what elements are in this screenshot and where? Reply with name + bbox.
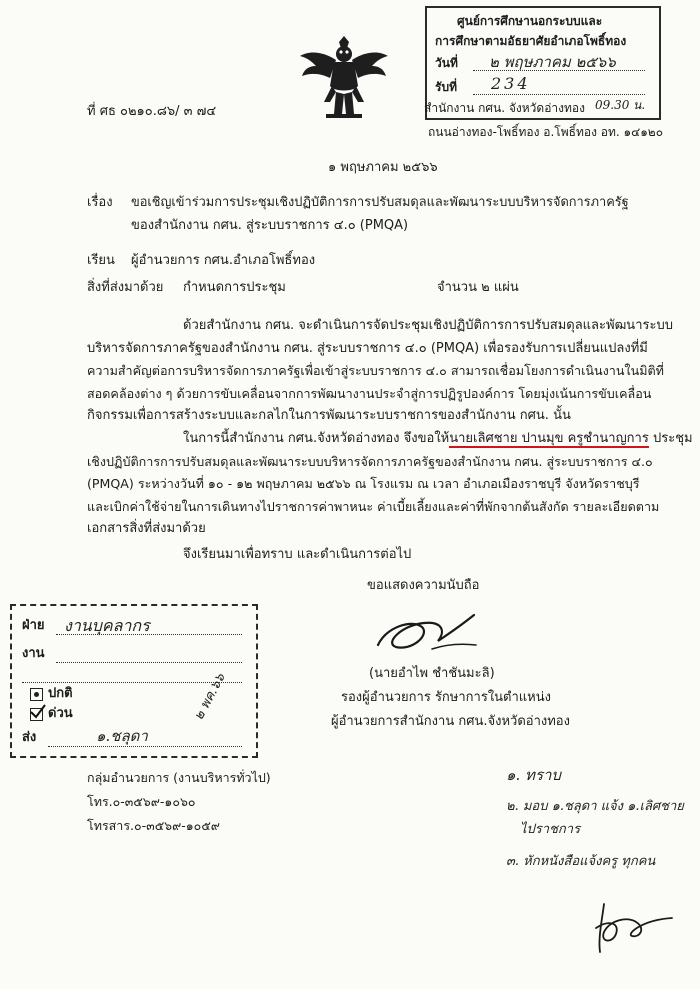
routing-send-label: ส่ง [22, 730, 37, 745]
handwritten-note-2b: ไปราชการ [520, 822, 581, 837]
attachment-count: จำนวน ๒ แผ่น [437, 280, 519, 295]
footer-department: กลุ่มอำนวยการ (งานบริหารทั่วไป) [87, 770, 271, 785]
p2-line-4: และเบิกค่าใช้จ่ายในการเดินทางไปราชการค่าพาหนะ ค่าเบี้ยเลี้ยงและค่าที่พักจากต้นสังกัด รายละเอียดตาม [87, 498, 660, 514]
handwritten-note-1: ๑. ทราบ [506, 766, 561, 784]
urgent-checkbox[interactable] [30, 708, 43, 721]
to-value: ผู้อำนวยการ กศน.อำเภอโพธิ์ทอง [131, 253, 316, 268]
closing-regards: ขอแสดงความนับถือ [367, 578, 480, 593]
p1-line-3: ความสำคัญต่อการบริหารจัดการภาครัฐเพื่อเข้าสู่ระบบราชการ ๔.๐ สามารถเชื่อมโยงการดำเนินงานในมิติที่ [87, 363, 664, 378]
receipt-stamp-line1: ศูนย์การศึกษานอกระบบและ [457, 14, 603, 28]
nominee-underlined: นายเลิศชาย ปานมุข ครูชำนาญการ [449, 431, 649, 446]
body-paragraph-2 [87, 428, 693, 541]
receipt-number-label: รับที่ [435, 80, 457, 94]
routing-section-label: ฝ่าย [22, 618, 45, 633]
normal-label: ปกติ [48, 686, 73, 701]
p1-line-4: สอดคล้องต่าง ๆ ด้วยการขับเคลื่อนจากการพัฒนางานประจำสู่การปฏิรูปองค์การ โดยมุ่งเน้นการขับเคลื่อน [87, 385, 652, 401]
p1-line-2: บริหารจัดการภาครัฐของสำนักงาน กศน. สู่ระบบราชการ ๔.๐ (PMQA) เพื่อรองรับการเปลี่ยนแปลงที่มี [87, 340, 648, 356]
director-signature [372, 605, 482, 661]
routing-send-value: ๑.ชลุดา [96, 727, 148, 745]
urgent-label: ด่วน [48, 706, 73, 721]
attachment-label: สิ่งที่ส่งมาด้วย [87, 280, 164, 295]
office-name: สำนักงาน กศน. จังหวัดอ่างทอง [424, 101, 585, 115]
body-paragraph-1 [87, 315, 673, 428]
p2-line-3: (PMQA) ระหว่างวันที่ ๑๐ - ๑๒ พฤษภาคม ๒๕๖๖ ณ โรงแรม ณ เวลา อำเภอเมืองราชบุรี จังหวัดราชบุรี [87, 476, 640, 491]
signer-position-1: รองผู้อำนวยการ รักษาการในตำแหน่ง [341, 690, 551, 705]
p1-line-1: ด้วยสำนักงาน กศน. จะดำเนินการจัดประชุมเชิงปฏิบัติการการปรับสมดุลและพัฒนาระบบ [183, 318, 673, 333]
p2-line-5: เอกสารสิ่งที่ส่งมาด้วย [87, 521, 206, 536]
normal-checkbox[interactable] [30, 688, 43, 701]
p2-line-1-before: ในการนี้สำนักงาน กศน.จังหวัดอ่างทอง จึงขอให้ [183, 431, 450, 446]
p2-line-1-after: ประชุม [648, 431, 693, 446]
routing-section-value: งานบุคลากร [64, 616, 150, 635]
office-address: ถนนอ่างทอง-โพธิ์ทอง อ.โพธิ์ทอง อท. ๑๔๑๒๐ [428, 125, 664, 139]
letter-date: ๑ พฤษภาคม ๒๕๖๖ [328, 160, 438, 175]
footer-telephone: โทร.๐-๓๕๖๙-๑๐๖๐ [87, 794, 196, 809]
receipt-date-value: ๒ พฤษภาคม ๒๕๖๖ [489, 53, 616, 71]
signer-name: (นายอำไพ ชำชันมะลิ) [369, 666, 495, 681]
p2-line-2: เชิงปฏิบัติการการปรับสมดุลและพัฒนาระบบบริหารจัดการภาครัฐของสำนักงาน กศน. สู่ระบบราชการ ๔.๐ [87, 453, 653, 469]
routing-stamp [10, 604, 258, 758]
handwritten-initials [586, 898, 676, 958]
receipt-time-value: 09.30 น. [595, 98, 646, 112]
subject-label: เรื่อง [87, 195, 113, 210]
attachment-value: กำหนดการประชุม [183, 280, 286, 295]
subject-line2: ของสำนักงาน กศน. สู่ระบบราชการ ๔.๐ (PMQA) [131, 218, 409, 233]
p2-line-1 [87, 428, 693, 451]
signer-position-2: ผู้อำนวยการสำนักงาน กศน.จังหวัดอ่างทอง [331, 714, 570, 729]
garuda-emblem [296, 30, 392, 122]
to-label: เรียน [87, 253, 115, 268]
receipt-stamp-line2: การศึกษาตามอัธยาศัยอำเภอโพธิ์ทอง [435, 34, 627, 48]
body-paragraph-3: จึงเรียนมาเพื่อทราบ และดำเนินการต่อไป [183, 547, 412, 562]
routing-job-line [56, 662, 242, 663]
p1-line-5: กิจกรรมเพื่อการสร้างระบบและกลไกในการพัฒนาระบบราชการของสำนักงาน กศน. นั้น [87, 408, 571, 423]
receipt-number-value: 234 [491, 74, 531, 93]
subject-line1: ขอเชิญเข้าร่วมการประชุมเชิงปฏิบัติการการปรับสมดุลและพัฒนาระบบบริหารจัดการภาครัฐ [131, 195, 629, 210]
handwritten-note-2: ๒. มอบ ๑.ชลุดา แจ้ง ๑.เลิศชาย [506, 799, 684, 814]
handwritten-note-3: ๓. หักหนังสือแจ้งครู ทุกคน [506, 854, 656, 869]
routing-job-label: งาน [22, 646, 45, 661]
receipt-number-line [473, 94, 645, 95]
receipt-date-label: วันที่ [435, 56, 458, 70]
document-number: ที่ ศธ ๐๒๑๐.๘๖/ ๓ ๗๔ [87, 104, 217, 119]
footer-fax: โทรสาร.๐-๓๕๖๙-๑๐๕๙ [87, 818, 220, 833]
routing-send-date: ๒ พค.๖๖ [191, 671, 229, 723]
